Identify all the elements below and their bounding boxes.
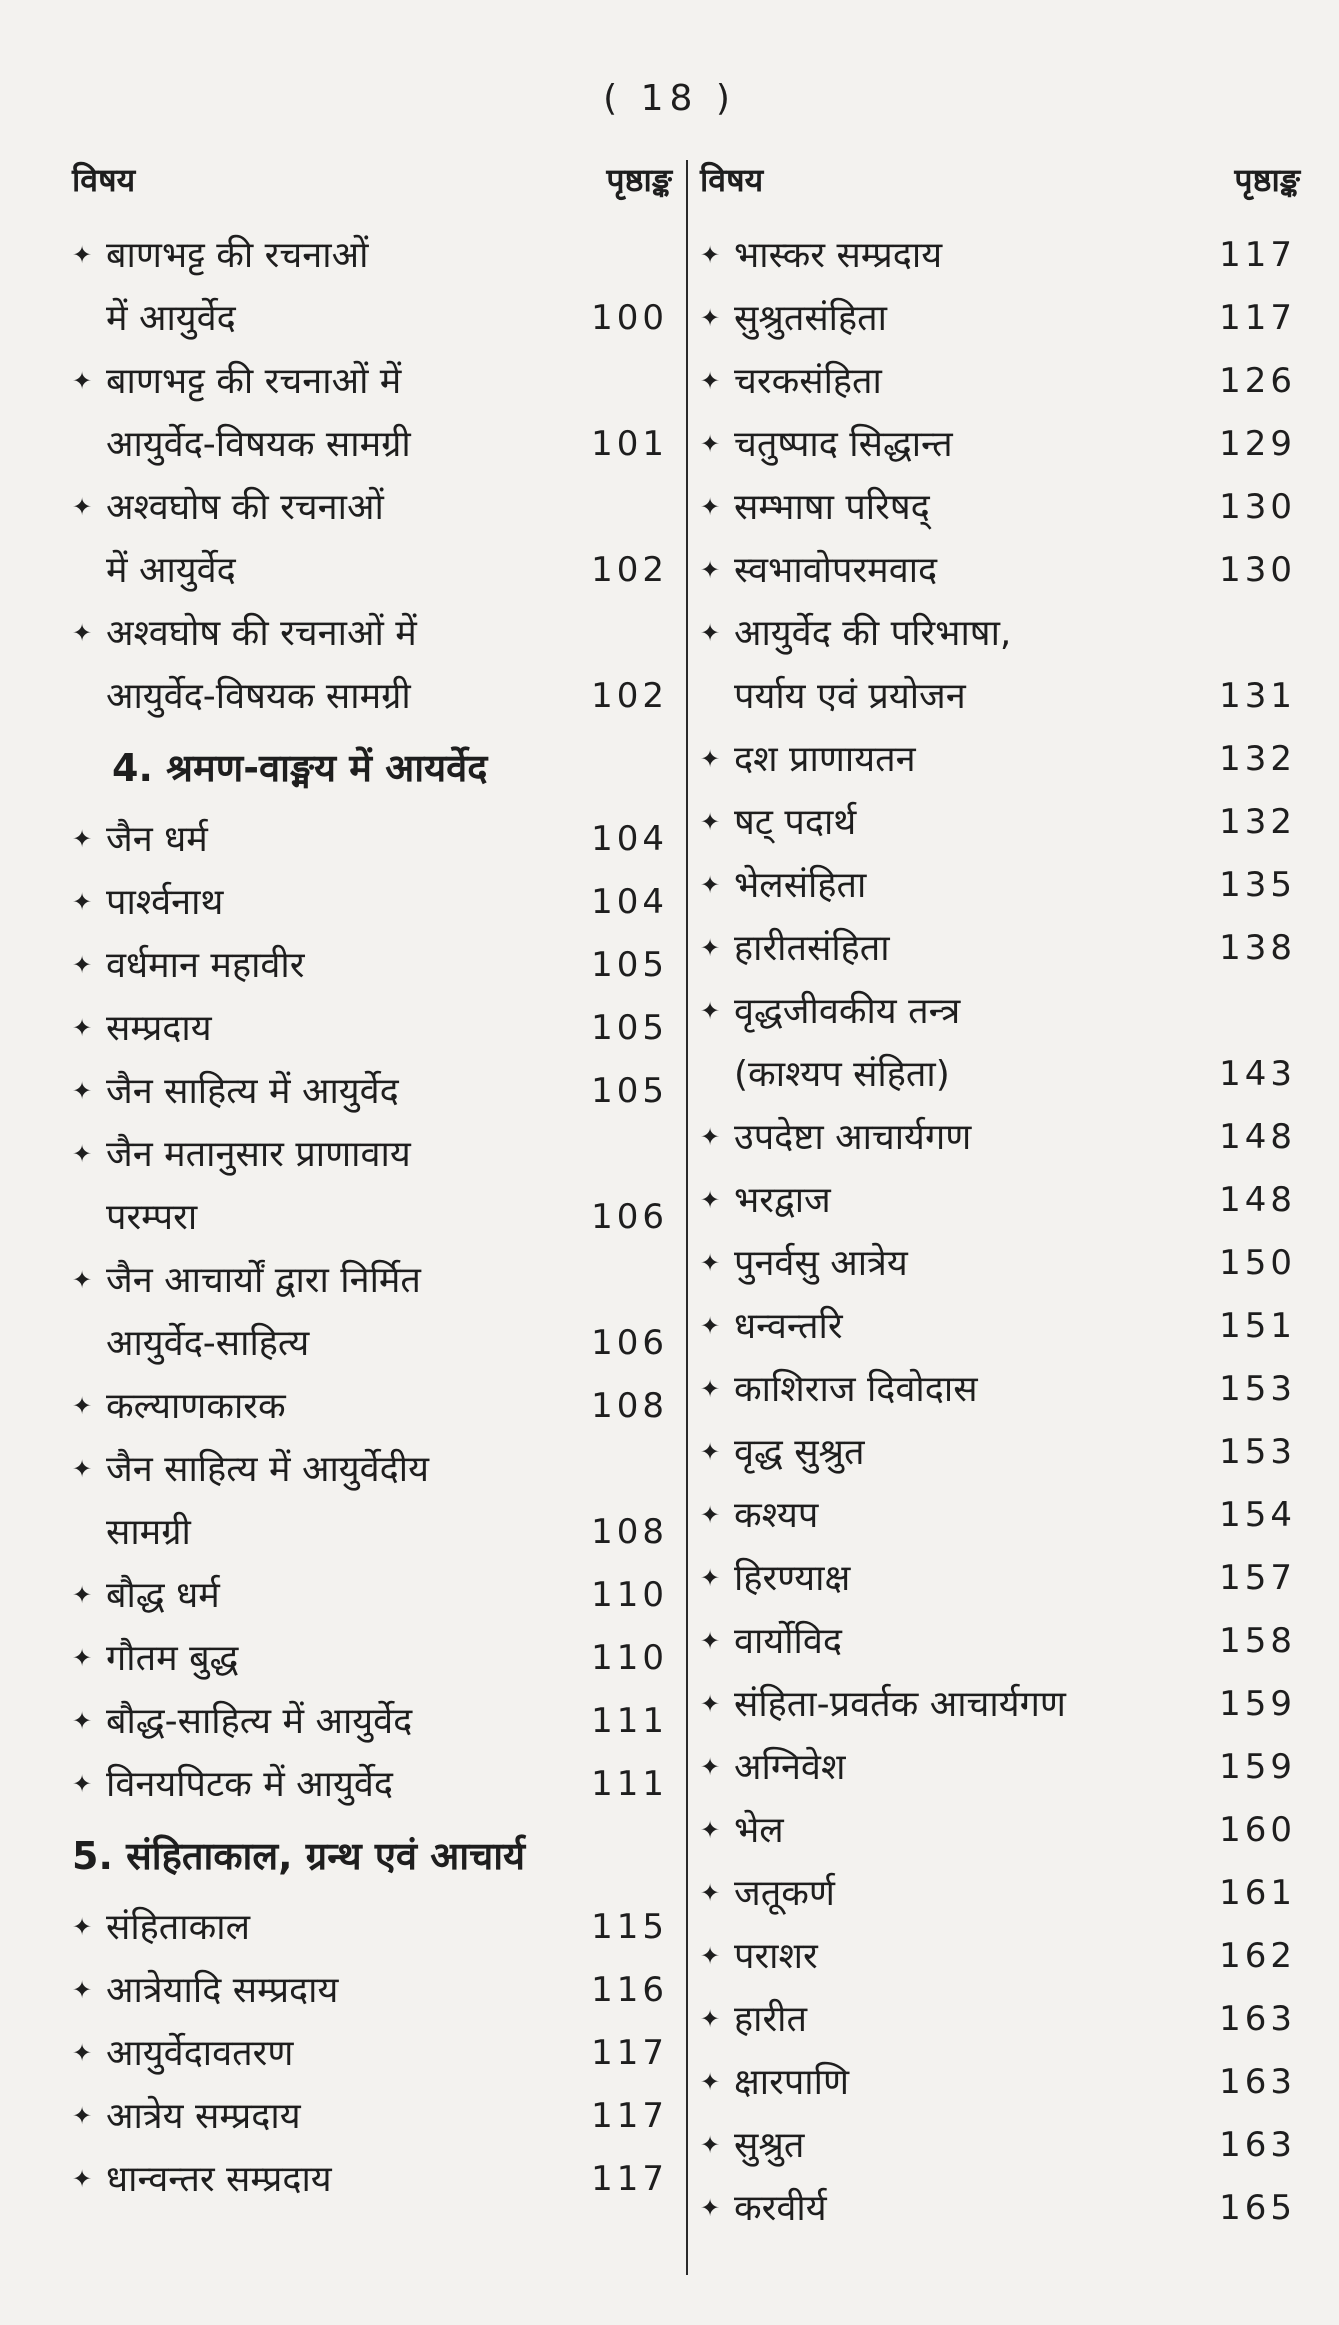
entry-title: संहिताकाल: [106, 1907, 251, 1948]
entry-page-number: 148: [1219, 1180, 1296, 1220]
section-4-heading: 4. श्रमण-वाङ्मय में आयर्वेद: [112, 746, 488, 790]
toc-entry: [72, 2022, 672, 2085]
entry-title: पार्श्वनाथ: [106, 882, 224, 923]
entry-title: हारीत: [734, 1999, 808, 2040]
entry-page-number: 117: [591, 2159, 668, 2199]
bullet-icon: ✦: [72, 2102, 93, 2130]
bullet-icon: ✦: [700, 1123, 721, 1151]
entry-title: सम्भाषा परिषद्: [734, 487, 930, 528]
entry-page-number: 132: [1219, 802, 1296, 842]
subject-header: विषय: [700, 161, 764, 199]
toc-entry: [700, 1799, 1300, 1862]
entry-title: संहिता-प्रवर्तक आचार्यगण: [734, 1684, 1066, 1725]
entry-title: आत्रेयादि सम्प्रदाय: [106, 1970, 339, 2011]
bullet-icon: ✦: [72, 2039, 93, 2067]
entry-title: पुनर्वसु आत्रेय: [734, 1243, 908, 1284]
toc-entry: [72, 1564, 672, 1627]
toc-entry: [72, 934, 672, 997]
bullet-icon: ✦: [700, 745, 721, 773]
bullet-icon: ✦: [700, 556, 721, 584]
entry-title: चतुष्पाद सिद्धान्त: [734, 424, 953, 465]
toc-entry: [72, 476, 672, 602]
entry-page-number: 151: [1219, 1306, 1296, 1346]
entry-title: आयुर्वेदावतरण: [106, 2033, 294, 2074]
toc-entry: [700, 854, 1300, 917]
bullet-icon: ✦: [700, 2194, 721, 2222]
toc-entry: [700, 1169, 1300, 1232]
entry-title: हारीतसंहिता: [734, 928, 890, 969]
entry-title: आत्रेय सम्प्रदाय: [106, 2096, 301, 2137]
entry-title: आयुर्वेद की परिभाषा, पर्याय एवं प्रयोजन: [734, 613, 1012, 717]
toc-entry: [700, 224, 1300, 287]
entry-page-number: 116: [591, 1970, 668, 2010]
toc-entry: [700, 287, 1300, 350]
bullet-icon: ✦: [700, 1879, 721, 1907]
toc-entry: [72, 1375, 672, 1438]
entry-page-number: 158: [1219, 1621, 1296, 1661]
toc-entry: [700, 1295, 1300, 1358]
entry-page-number: 115: [591, 1907, 668, 1947]
bullet-icon: ✦: [72, 367, 93, 395]
entry-title: पराशर: [734, 1936, 818, 1977]
page-header: पृष्ठाङ्क: [1234, 161, 1300, 199]
bullet-icon: ✦: [72, 1644, 93, 1672]
toc-entry: [700, 1673, 1300, 1736]
entry-title: क्षारपाणि: [734, 2062, 849, 2103]
bullet-icon: ✦: [700, 808, 721, 836]
entry-title: सुश्रुत: [734, 2125, 805, 2166]
bullet-icon: ✦: [700, 934, 721, 962]
entry-title: वृद्धजीवकीय तन्त्र (काश्यप संहिता): [734, 991, 961, 1095]
toc-entry: [700, 1484, 1300, 1547]
entry-title: विनयपिटक में आयुर्वेद: [106, 1764, 393, 1805]
bullet-icon: ✦: [72, 1455, 93, 1483]
entry-page-number: 104: [591, 819, 668, 859]
toc-entry: [700, 350, 1300, 413]
bullet-icon: ✦: [700, 493, 721, 521]
bullet-icon: ✦: [700, 304, 721, 332]
toc-entry: [72, 2085, 672, 2148]
entry-page-number: 104: [591, 882, 668, 922]
entry-title: दश प्राणायतन: [734, 739, 916, 780]
entry-page-number: 131: [1219, 676, 1296, 716]
entry-title: जैन आचार्यों द्वारा निर्मित आयुर्वेद-साहित्य: [106, 1260, 421, 1364]
bullet-icon: ✦: [700, 2131, 721, 2159]
entry-page-number: 150: [1219, 1243, 1296, 1283]
bullet-icon: ✦: [700, 1942, 721, 1970]
toc-entry: [700, 1610, 1300, 1673]
subject-header: विषय: [72, 161, 136, 199]
bullet-icon: ✦: [72, 493, 93, 521]
bullet-icon: ✦: [72, 1581, 93, 1609]
entry-title: बाणभट्ट की रचनाओं में आयुर्वेद-विषयक सामग्री: [106, 361, 411, 465]
entry-page-number: 153: [1219, 1432, 1296, 1472]
toc-entry: [72, 997, 672, 1060]
entry-title: भेल: [734, 1810, 784, 1851]
entry-title: भरद्वाज: [734, 1180, 831, 1221]
entry-page-number: 135: [1219, 865, 1296, 905]
toc-entry: [700, 2051, 1300, 2114]
entry-page-number: 148: [1219, 1117, 1296, 1157]
bullet-icon: ✦: [72, 1140, 93, 1168]
toc-entry: [700, 1232, 1300, 1295]
toc-entry: [700, 1862, 1300, 1925]
toc-entry: [72, 602, 672, 728]
toc-entry: [72, 1959, 672, 2022]
toc-entry: [72, 1690, 672, 1753]
bullet-icon: ✦: [72, 1913, 93, 1941]
entry-page-number: 163: [1219, 2062, 1296, 2102]
entry-page-number: 138: [1219, 928, 1296, 968]
toc-entry: [700, 1106, 1300, 1169]
toc-entry: [72, 2148, 672, 2211]
entry-page-number: 117: [591, 2033, 668, 2073]
page-number: ( 18 ): [603, 78, 736, 119]
column-divider: [686, 160, 688, 2275]
bullet-icon: ✦: [700, 367, 721, 395]
entry-title: धन्वन्तरि: [734, 1306, 843, 1347]
entry-page-number: 105: [591, 1008, 668, 1048]
entry-page-number: 105: [591, 945, 668, 985]
entry-page-number: 159: [1219, 1747, 1296, 1787]
entry-title: वर्धमान महावीर: [106, 945, 305, 986]
entry-title: कश्यप: [734, 1495, 819, 1536]
entry-page-number: 162: [1219, 1936, 1296, 1976]
bullet-icon: ✦: [72, 1770, 93, 1798]
bullet-icon: ✦: [700, 1816, 721, 1844]
entry-page-number: 108: [591, 1386, 668, 1426]
left-column-header: [72, 160, 672, 224]
entry-page-number: 111: [591, 1701, 668, 1741]
entry-title: भेलसंहिता: [734, 865, 867, 906]
entry-title: कल्याणकारक: [106, 1386, 286, 1427]
toc-entry: [72, 224, 672, 350]
toc-entry: [72, 1249, 672, 1375]
right-list: [700, 224, 1300, 2240]
entry-page-number: 106: [591, 1323, 668, 1363]
entry-page-number: 163: [1219, 2125, 1296, 2165]
toc-entry: [72, 871, 672, 934]
entry-title: जतूकर्ण: [734, 1873, 835, 1914]
toc-entry: [700, 1547, 1300, 1610]
toc-entry: [700, 413, 1300, 476]
bullet-icon: ✦: [72, 1077, 93, 1105]
entry-title: सम्प्रदाय: [106, 1008, 212, 1049]
entry-title: धान्वन्तर सम्प्रदाय: [106, 2159, 332, 2200]
entry-title: हिरण्याक्ष: [734, 1558, 851, 1599]
bullet-icon: ✦: [72, 1392, 93, 1420]
bullet-icon: ✦: [72, 951, 93, 979]
entry-title: स्वभावोपरमवाद: [734, 550, 938, 591]
entry-title: बौद्ध-साहित्य में आयुर्वेद: [106, 1701, 413, 1742]
bullet-icon: ✦: [700, 1312, 721, 1340]
entry-page-number: 157: [1219, 1558, 1296, 1598]
entry-page-number: 132: [1219, 739, 1296, 779]
entry-page-number: 159: [1219, 1684, 1296, 1724]
entry-title: वार्योविद: [734, 1621, 843, 1662]
bullet-icon: ✦: [700, 241, 721, 269]
entry-title: गौतम बुद्ध: [106, 1638, 239, 1679]
entry-title: जैन धर्म: [106, 819, 208, 860]
bullet-icon: ✦: [72, 241, 93, 269]
right-column: [700, 160, 1300, 2240]
toc-entry: [72, 1753, 672, 1816]
entry-page-number: 102: [591, 550, 668, 590]
entry-page-number: 106: [591, 1197, 668, 1237]
bullet-icon: ✦: [700, 1564, 721, 1592]
left-list-c: [72, 1896, 672, 2211]
bullet-icon: ✦: [72, 825, 93, 853]
left-list-a: [72, 224, 672, 728]
bullet-icon: ✦: [72, 888, 93, 916]
entry-page-number: 111: [591, 1764, 668, 1804]
bullet-icon: ✦: [700, 1753, 721, 1781]
entry-title: काशिराज दिवोदास: [734, 1369, 978, 1410]
entry-page-number: 110: [591, 1575, 668, 1615]
entry-page-number: 117: [591, 2096, 668, 2136]
toc-entry: [700, 1988, 1300, 2051]
bullet-icon: ✦: [72, 1266, 93, 1294]
bullet-icon: ✦: [700, 619, 721, 647]
entry-title: अश्वघोष की रचनाओं में आयुर्वेद: [106, 487, 384, 591]
entry-page-number: 130: [1219, 487, 1296, 527]
entry-page-number: 153: [1219, 1369, 1296, 1409]
bullet-icon: ✦: [72, 619, 93, 647]
toc-entry: [700, 2114, 1300, 2177]
entry-title: उपदेष्टा आचार्यगण: [734, 1117, 972, 1158]
entry-page-number: 154: [1219, 1495, 1296, 1535]
entry-page-number: 100: [591, 298, 668, 338]
entry-title: चरकसंहिता: [734, 361, 882, 402]
toc-entry: [72, 808, 672, 871]
toc-entry: [700, 980, 1300, 1106]
bullet-icon: ✦: [72, 1014, 93, 1042]
left-column: [72, 160, 672, 2211]
bullet-icon: ✦: [700, 1690, 721, 1718]
entry-title: बौद्ध धर्म: [106, 1575, 220, 1616]
toc-entry: [700, 602, 1300, 728]
entry-page-number: 102: [591, 676, 668, 716]
entry-page-number: 165: [1219, 2188, 1296, 2228]
entry-page-number: 129: [1219, 424, 1296, 464]
toc-entry: [700, 1421, 1300, 1484]
bullet-icon: ✦: [700, 1627, 721, 1655]
toc-entry: [700, 2177, 1300, 2240]
toc-entry: [700, 1358, 1300, 1421]
bullet-icon: ✦: [700, 2005, 721, 2033]
bullet-icon: ✦: [700, 1186, 721, 1214]
toc-entry: [700, 791, 1300, 854]
entry-title: जैन साहित्य में आयुर्वेद: [106, 1071, 399, 1112]
bullet-icon: ✦: [700, 2068, 721, 2096]
section-5-heading: 5. संहिताकाल, ग्रन्थ एवं आचार्य: [72, 1834, 526, 1878]
page-header: पृष्ठाङ्क: [606, 161, 672, 199]
toc-entry: [700, 917, 1300, 980]
entry-page-number: 110: [591, 1638, 668, 1678]
entry-page-number: 160: [1219, 1810, 1296, 1850]
bullet-icon: ✦: [700, 430, 721, 458]
entry-title: वृद्ध सुश्रुत: [734, 1432, 865, 1473]
toc-entry: [72, 1123, 672, 1249]
toc-entry: [72, 350, 672, 476]
toc-entry: [700, 1736, 1300, 1799]
entry-title: षट् पदार्थ: [734, 802, 857, 843]
toc-entry: [72, 1438, 672, 1564]
bullet-icon: ✦: [700, 1249, 721, 1277]
bullet-icon: ✦: [700, 1375, 721, 1403]
toc-entry: [700, 539, 1300, 602]
entry-page-number: 108: [591, 1512, 668, 1552]
bullet-icon: ✦: [700, 997, 721, 1025]
toc-entry: [700, 476, 1300, 539]
toc-entry: [72, 1627, 672, 1690]
entry-title: अग्निवेश: [734, 1747, 846, 1788]
entry-title: करवीर्य: [734, 2188, 827, 2229]
right-column-header: [700, 160, 1300, 224]
entry-title: जैन मतानुसार प्राणावाय परम्परा: [106, 1134, 411, 1238]
toc-entry: [72, 1060, 672, 1123]
entry-page-number: 105: [591, 1071, 668, 1111]
bullet-icon: ✦: [72, 1707, 93, 1735]
entry-page-number: 101: [591, 424, 668, 464]
toc-entry: [72, 1896, 672, 1959]
entry-title: सुश्रुतसंहिता: [734, 298, 887, 339]
entry-page-number: 163: [1219, 1999, 1296, 2039]
toc-entry: [700, 1925, 1300, 1988]
entry-title: बाणभट्ट की रचनाओं में आयुर्वेद: [106, 235, 369, 339]
entry-title: भास्कर सम्प्रदाय: [734, 235, 943, 276]
entry-page-number: 117: [1219, 235, 1296, 275]
bullet-icon: ✦: [72, 1976, 93, 2004]
bullet-icon: ✦: [72, 2165, 93, 2193]
entry-page-number: 117: [1219, 298, 1296, 338]
entry-title: अश्वघोष की रचनाओं में आयुर्वेद-विषयक सामग्री: [106, 613, 417, 717]
entry-page-number: 143: [1219, 1054, 1296, 1094]
entry-page-number: 126: [1219, 361, 1296, 401]
left-list-b: [72, 808, 672, 1816]
bullet-icon: ✦: [700, 1438, 721, 1466]
bullet-icon: ✦: [700, 871, 721, 899]
entry-page-number: 130: [1219, 550, 1296, 590]
entry-title: जैन साहित्य में आयुर्वेदीय सामग्री: [106, 1449, 429, 1553]
toc-entry: [700, 728, 1300, 791]
entry-page-number: 161: [1219, 1873, 1296, 1913]
bullet-icon: ✦: [700, 1501, 721, 1529]
